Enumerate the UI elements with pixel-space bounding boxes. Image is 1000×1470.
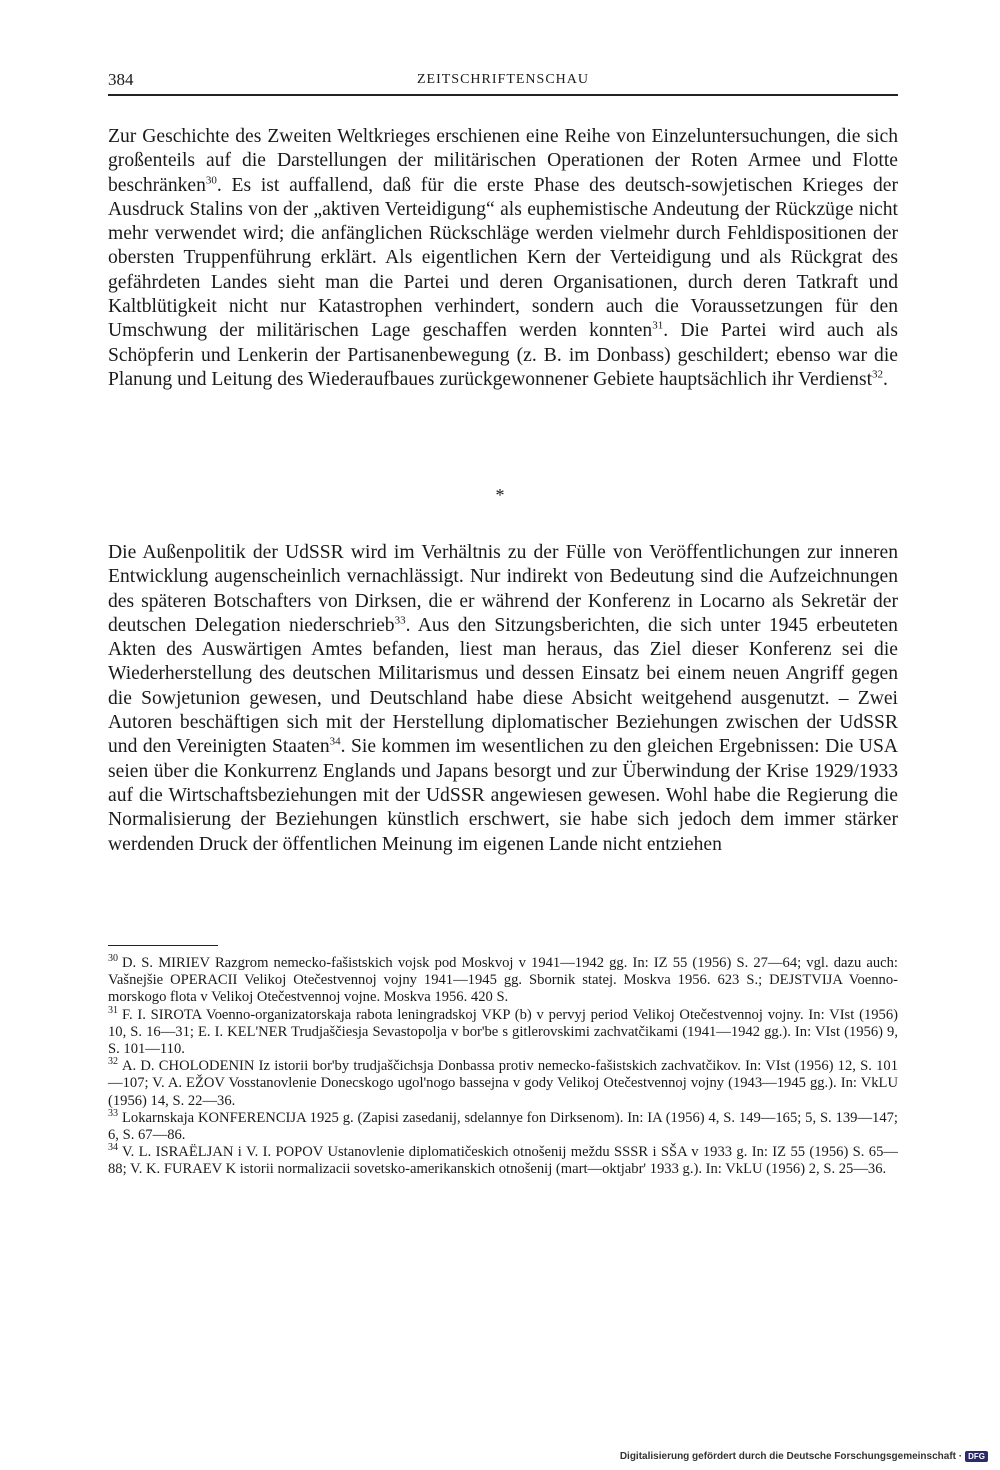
section-separator: * [495,485,505,505]
dfg-logo-icon: DFG [965,1451,988,1462]
footnote-ref[interactable]: 32 [872,368,884,381]
footnote-number: 31 [108,1004,118,1016]
footnote-ref[interactable]: 33 [394,614,406,627]
footnote-list [108,955,898,1179]
footnote-ref[interactable]: 31 [652,319,664,332]
footnote-number: 34 [108,1142,118,1154]
footnote [108,1058,898,1110]
credit-text: Digitalisierung gefördert durch die Deutsche Forschungsgemeinschaft · [619,1451,963,1462]
footnote-text: V. L. ISRAËLJAN i V. I. POPOV Ustanovlenie diplomatičeskich otnošenij meždu SSSR i SŠA v 1933 g. In: IZ 55 (1956) S. 65—88; V. K. FURAEV K istorii normalizacii sovetsko-amerikanskich otnošenij (mart—oktjabr' 1933 g.). In: VkLU (1956) 2, S. 25—36. [108,1144,898,1178]
footnote [108,1144,898,1178]
footnote-text: D. S. MIRIEV Razgrom nemecko-fašistskich vojsk pod Moskvoj v 1941—1942 gg. In: IZ 55 (1956) S. 27—64; vgl. dazu auch: Vašnejšie OPERACII Velikoj Otečestvennoj vojny 1941—1945 gg. Sbornik statej. Moskva 1956. 623 S.; DEJSTVIJA Voenno-morskogo flota v Velikoj Otečestvennoj vojne. Moskva 1956. 420 S. [108,955,898,1006]
text-segment: . Aus den Sitzungsberichten, die sich unter 1945 erbeuteten Akten des Auswärtigen Amtes befanden, liest man heraus, das Ziel dieser Konferenz sei die Wiederherstellung des deutschen Militarismus und dessen Einsatz bei einem neuen Angriff gegen die Sowjetunion gewesen, und Deutschland habe diese Absicht weitgehend ausgenutzt. – Zwei Autoren beschäftigen sich mit der Herstellung diplomatischer Beziehungen zwischen der UdSSR und den Vereinigten Staaten [108,614,898,758]
footnote [108,955,898,1007]
body-paragraph-1 [108,125,898,392]
footnote-ref[interactable]: 34 [329,735,341,748]
footnote [108,1107,898,1144]
footnote-text: A. D. CHOLODENIN Iz istorii bor'by trudjaščichsja Donbassa protiv nemecko-fašistskich zachvatčikov. In: VIst (1956) 12, S. 101—107; V. A. EŽOV Vosstanovlenie Donecskogo ugol'nogo bassejna v gody Velikoj Otečestvennoj vojny (1943—1945 gg.). In: VkLU (1956) 14, S. 22—36. [108,1058,898,1109]
text-segment: . [883,368,888,390]
footnote-divider [108,945,218,946]
text-segment: Die Außenpolitik der UdSSR wird im Verhältnis zu der Fülle von Veröffentlichungen zur inneren Entwicklung augenscheinlich vernachlässigt. Nur indirekt von Bedeutung sind die Aufzeichnungen des späteren Botschafters von Dirksen, die er während der Konferenz in Locarno als Sekretär der deutschen Delegation niederschrieb [108,542,898,636]
digitization-credit [620,1451,988,1462]
page-header [108,68,898,96]
footnote [108,1004,898,1059]
running-title: ZEITSCHRIFTENSCHAU [416,72,589,87]
body-paragraph-2 [108,541,898,857]
footnote-number: 33 [108,1107,118,1119]
footnote-number: 30 [108,953,118,965]
text-segment: . Sie kommen im wesentlichen zu den gleichen Ergebnissen: Die USA seien über die Konkurrenz Englands und Japans besorgt und zur Überwindung der Krise 1929/1933 auf die Wirtschaftsbeziehungen mit der UdSSR angewiesen gewesen. Wohl habe die Regierung die Normalisierung der Beziehungen künstlich erschwert, sie habe sich jedoch dem immer stärker werdenden Druck der öffentlichen Meinung im eigenen Lande nicht entziehen [108,736,898,855]
text-segment: . Die Partei wird auch als Schöpferin und Lenkerin der Partisanenbewegung (z. B. im Donbass) geschildert; ebenso war die Planung und Leitung des Wiederaufbaues zurückgewonnener Gebiete hauptsächlich ihr Verdienst [108,320,898,390]
footnote-ref[interactable]: 30 [205,174,217,187]
footnote-text: Lokarnskaja KONFERENCIJA 1925 g. (Zapisi zasedanij, sdelannye fon Dirksenom). In: IA (1956) 4, S. 149—165; 5, S. 139—147; 6, S. 67—86. [108,1109,898,1144]
text-segment: Zur Geschichte des Zweiten Weltkrieges erschienen eine Reihe von Einzeluntersuchungen, die sich großenteils auf die Darstellungen der militärischen Operationen der Roten Armee und Flotte beschränken [108,126,898,196]
footnote-text: F. I. SIROTA Voenno-organizatorskaja rabota leningradskoj VKP (b) v pervyj period Velikoj Otečestvennoj vojny. In: VIst (1956) 10, S. 16—31; E. I. KEL'NER Trudjaščiesja Sevastopolja v bor'be s gitlerovskimi zachvatčikami (1941—1942 gg.). In: VIst (1956) 9, S. 101—110. [108,1006,898,1058]
footnote-number: 32 [108,1056,118,1068]
text-segment: . Es ist auffallend, daß für die erste Phase des deutsch-sowjetischen Krieges der Ausdruck Stalins von der „aktiven Verteidigung“ als euphemistische Andeutung der Rückzüge nicht mehr verwendet wird; die anfänglichen Rückschläge werden vielmehr durch Fehldispositionen der obersten Truppenführung erklärt. Als eigentlichen Kern der Verteidigung und als Rückgrat des gefährdeten Landes sieht man die Partei und deren Organisationen, durch deren Tatkraft und Kaltblütigkeit nicht nur Katastrophen verhindert, sondern auch die Voraussetzungen für den Umschwung der militärischen Lage geschaffen werden konnten [108,174,898,342]
page-number: 384 [108,70,134,89]
